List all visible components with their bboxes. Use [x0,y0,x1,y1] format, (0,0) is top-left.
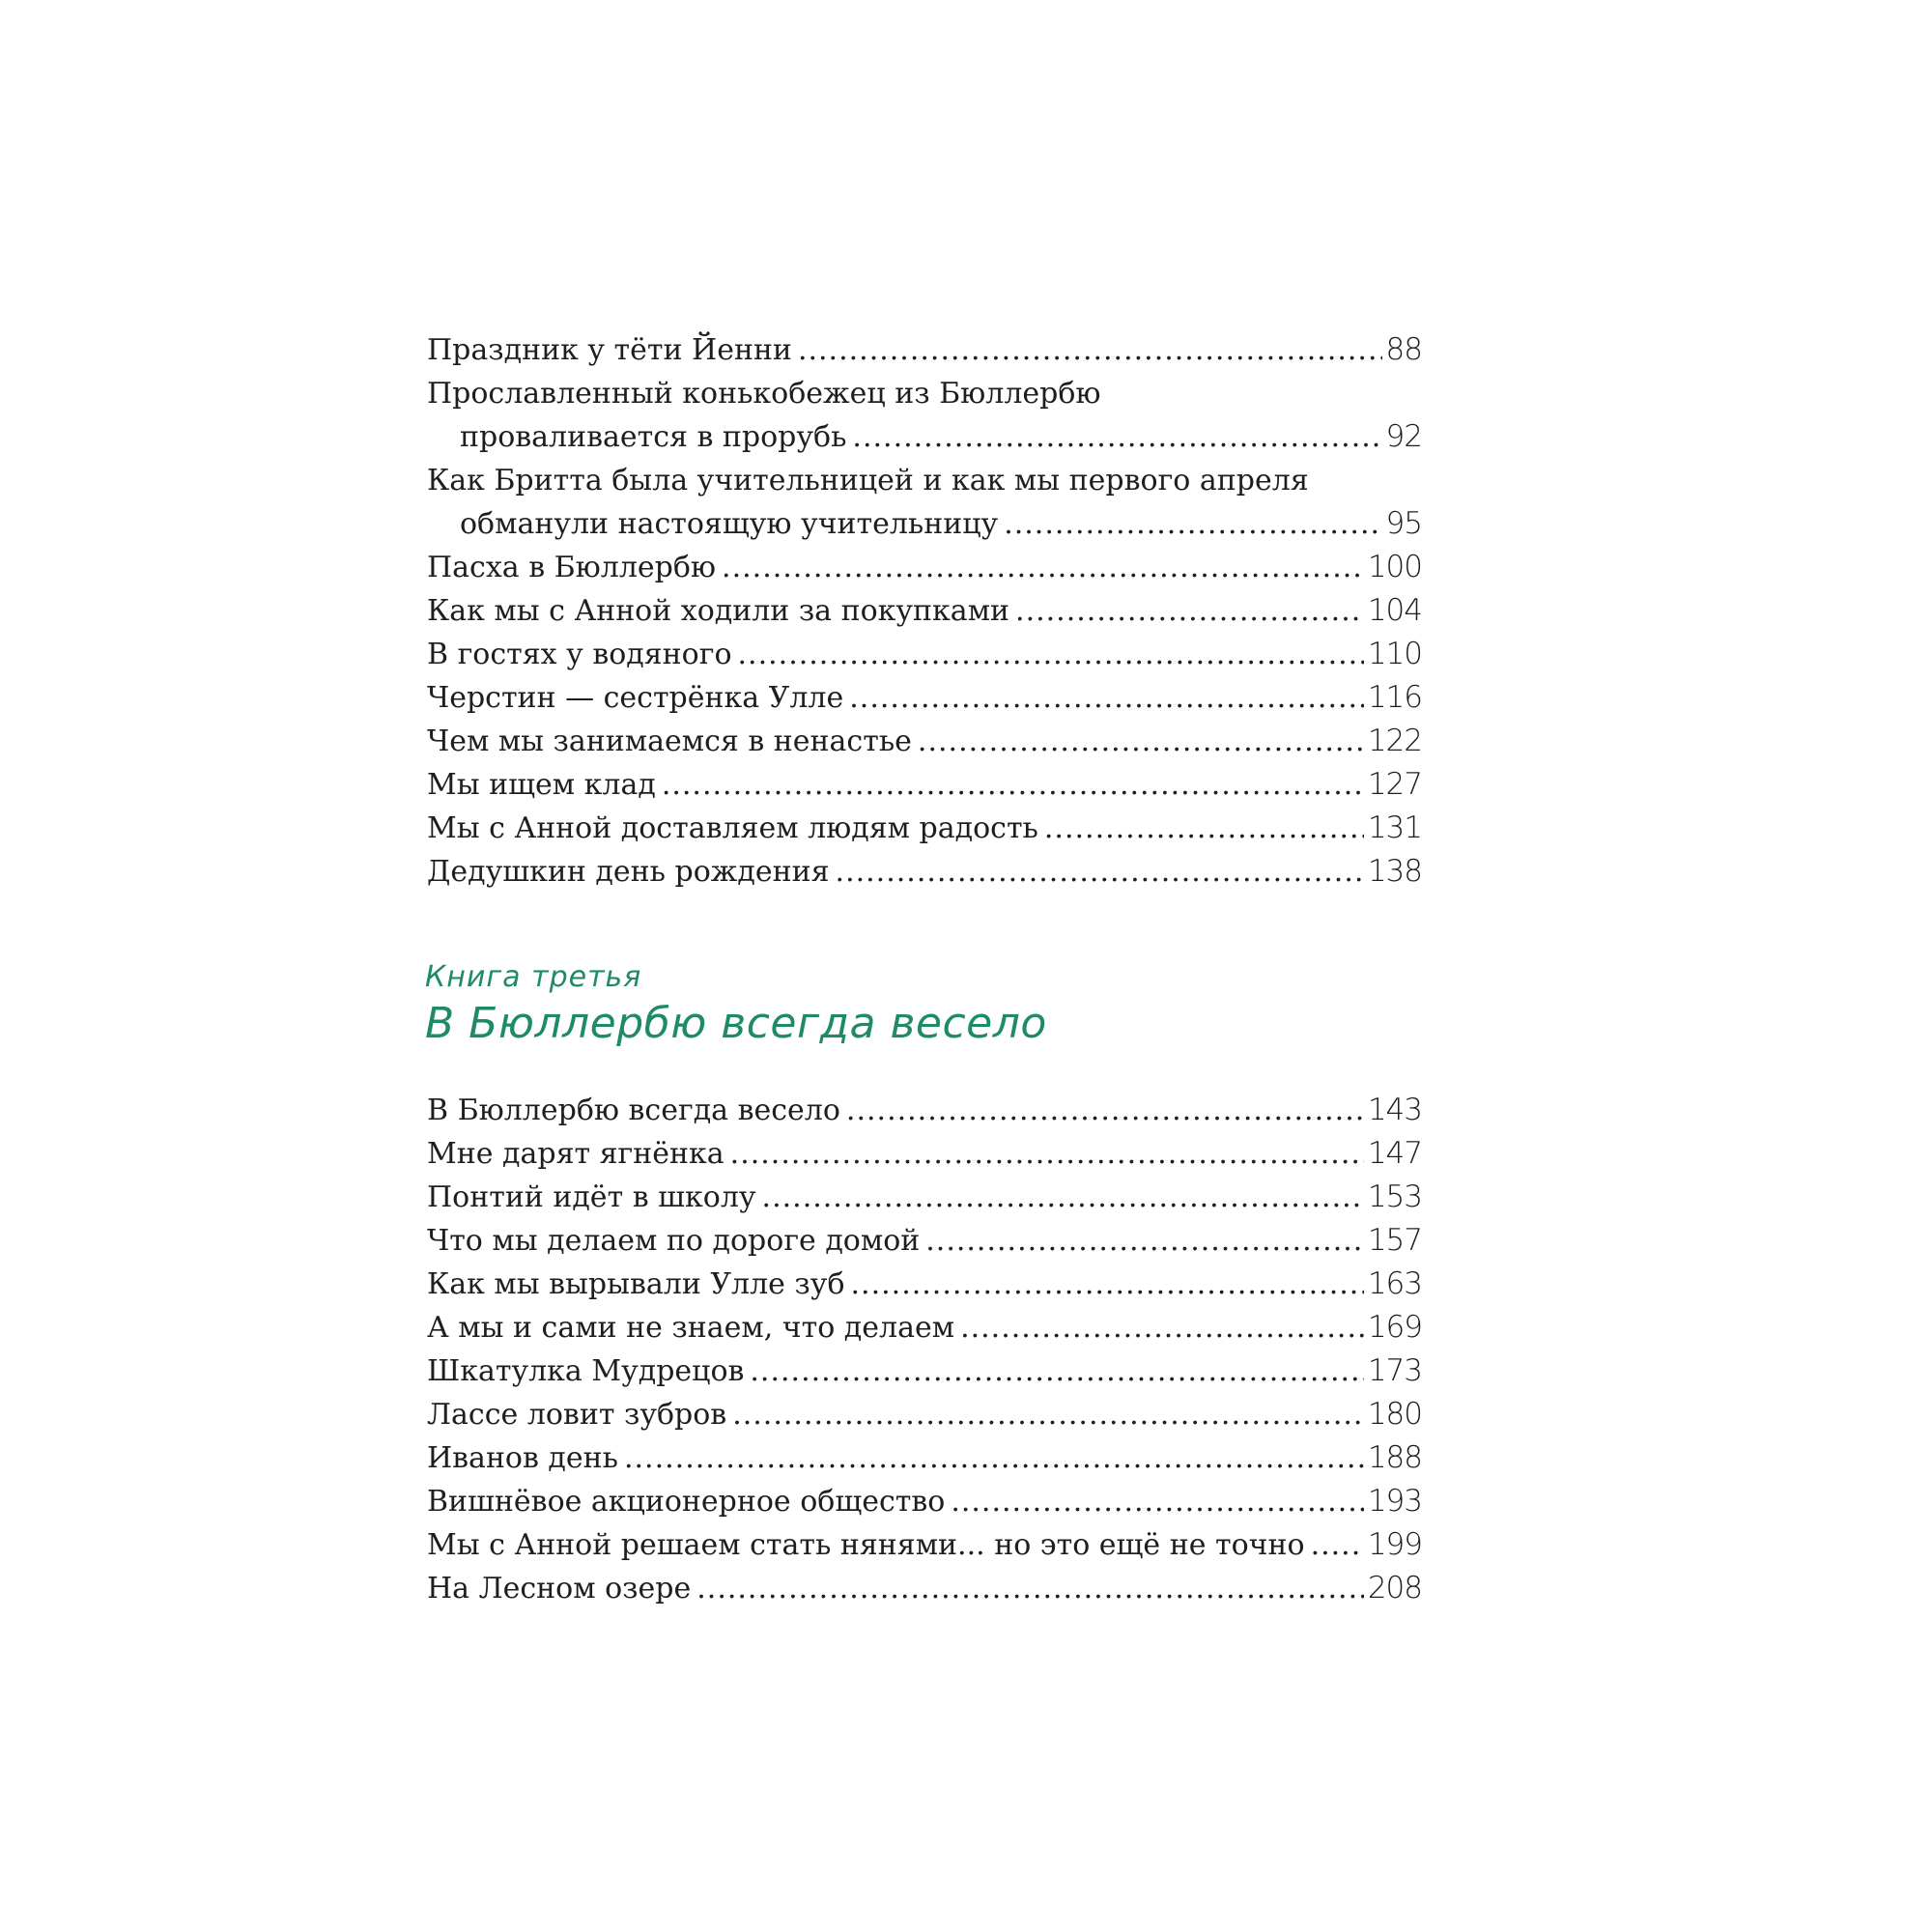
book-label: Книга третья [425,960,642,994]
toc-entry-page: 157 [1367,1223,1422,1258]
toc-entry-title-continued: обманули настоящую учительницу [460,507,999,541]
toc-entry-page: 153 [1367,1179,1422,1214]
toc-entry-title: Прославленный конькобежец из Бюллербю [427,377,1101,411]
toc-entry-page: 180 [1367,1397,1422,1432]
toc-entry-page: 147 [1367,1136,1422,1171]
book-title: В Бюллербю всегда весело [425,999,1047,1048]
toc-entry-title: Дедушкин день рождения [427,855,830,889]
toc-section-book-two [427,328,1422,894]
dot-leader [836,850,1364,894]
toc-entry-title: Как Бритта была учительницей и как мы первого апреля [427,464,1309,497]
dot-leader [732,1393,1364,1436]
dot-leader [918,720,1364,763]
dot-leader [738,633,1364,676]
toc-entry-title: Черстин — сестрёнка Улле [427,681,844,715]
dot-leader [851,1263,1364,1306]
toc-entry-title: Понтий идёт в школу [427,1180,756,1214]
toc-entry-title: Что мы делаем по дороге домой [427,1224,921,1258]
toc-entry-page: 138 [1367,854,1422,889]
toc-entry-title: Лассе ловит зубров [427,1398,727,1432]
dot-leader [849,676,1364,720]
toc-entry-title: А мы и сами не знаем, что делаем [427,1311,955,1345]
toc-entry[interactable] [427,372,1422,459]
toc-entry[interactable] [427,546,1422,589]
toc-entry-page: 163 [1367,1266,1422,1301]
toc-entry[interactable] [427,1350,1422,1393]
toc-entry[interactable] [427,1263,1422,1306]
toc-entry-page: 208 [1367,1571,1422,1605]
toc-entry[interactable] [427,1393,1422,1436]
toc-entry-page: 116 [1367,680,1422,715]
toc-entry-page: 193 [1367,1484,1422,1519]
toc-entry-page: 122 [1367,724,1422,758]
dot-leader [662,763,1364,807]
toc-entry-title: Как мы с Анной ходили за покупками [427,594,1010,628]
toc-entry[interactable] [427,633,1422,676]
dot-leader [960,1306,1364,1350]
toc-entry-page: 110 [1367,637,1422,671]
dot-leader [762,1176,1364,1219]
toc-entry-page: 127 [1367,767,1422,802]
toc-entry[interactable] [427,1219,1422,1263]
toc-entry-page: 169 [1367,1310,1422,1345]
toc-entry-title: Мы ищем клад [427,768,656,802]
toc-entry[interactable] [427,850,1422,894]
toc-entry-title-continued: проваливается в прорубь [460,420,847,454]
toc-entry-title: Мы с Анной решаем стать нянями... но это ещё не точно [427,1528,1305,1562]
dot-leader [750,1350,1363,1393]
toc-entry-page: 104 [1367,593,1422,628]
toc-entry-title: В Бюллербю всегда весело [427,1094,840,1127]
toc-entry-title: Мы с Анной доставляем людям радость [427,811,1038,845]
toc-entry-page: 131 [1367,810,1422,845]
toc-entry[interactable] [427,1480,1422,1523]
dot-leader [624,1436,1364,1480]
dot-leader [722,546,1364,589]
toc-entry[interactable] [427,720,1422,763]
toc-entry-page: 199 [1367,1527,1422,1562]
dot-leader [925,1219,1364,1263]
toc-entry-page: 88 [1385,332,1422,367]
toc-section-book-three [427,1089,1422,1610]
dot-leader [1015,589,1364,633]
toc-entry[interactable] [427,676,1422,720]
toc-entry[interactable] [427,1306,1422,1350]
toc-entry-title: Чем мы занимаемся в ненастье [427,724,912,758]
toc-entry-page: 188 [1367,1440,1422,1475]
toc-entry[interactable] [427,1089,1422,1132]
book-three-heading [425,958,1047,1051]
toc-entry[interactable] [427,1436,1422,1480]
toc-entry-page: 95 [1385,506,1422,541]
dot-leader [852,415,1381,459]
toc-entry-page: 92 [1385,419,1422,454]
toc-entry-title: Иванов день [427,1441,618,1475]
toc-entry[interactable] [427,328,1422,372]
toc-entry[interactable] [427,1567,1422,1610]
dot-leader [730,1132,1364,1176]
dot-leader [1311,1523,1364,1567]
toc-entry-continuation [427,502,1422,546]
toc-entry-title: В гостях у водяного [427,638,732,671]
toc-entry[interactable] [427,1523,1422,1567]
toc-entry-page: 173 [1367,1353,1422,1388]
toc-entry-title: Пасха в Бюллербю [427,551,717,584]
toc-entry[interactable] [427,1176,1422,1219]
toc-entry[interactable] [427,763,1422,807]
dot-leader [1044,807,1364,850]
toc-entry-title: Шкатулка Мудрецов [427,1354,745,1388]
toc-entry[interactable] [427,1132,1422,1176]
toc-entry-title: Мне дарят ягнёнка [427,1137,724,1171]
toc-entry[interactable] [427,807,1422,850]
toc-entry-page: 143 [1367,1093,1422,1127]
toc-entry-title: Вишнёвое акционерное общество [427,1485,946,1519]
dot-leader [951,1480,1364,1523]
toc-entry-continuation [427,415,1422,459]
dot-leader [798,328,1382,372]
toc-entry-title: Как мы вырывали Улле зуб [427,1267,845,1301]
toc-entry-title: Праздник у тёти Йенни [427,333,792,367]
toc-entry[interactable] [427,589,1422,633]
toc-entry-title: На Лесном озере [427,1572,692,1605]
toc-entry[interactable] [427,459,1422,546]
toc-entry-page: 100 [1367,550,1422,584]
dot-leader [1004,502,1381,546]
dot-leader [846,1089,1364,1132]
dot-leader [696,1567,1364,1610]
